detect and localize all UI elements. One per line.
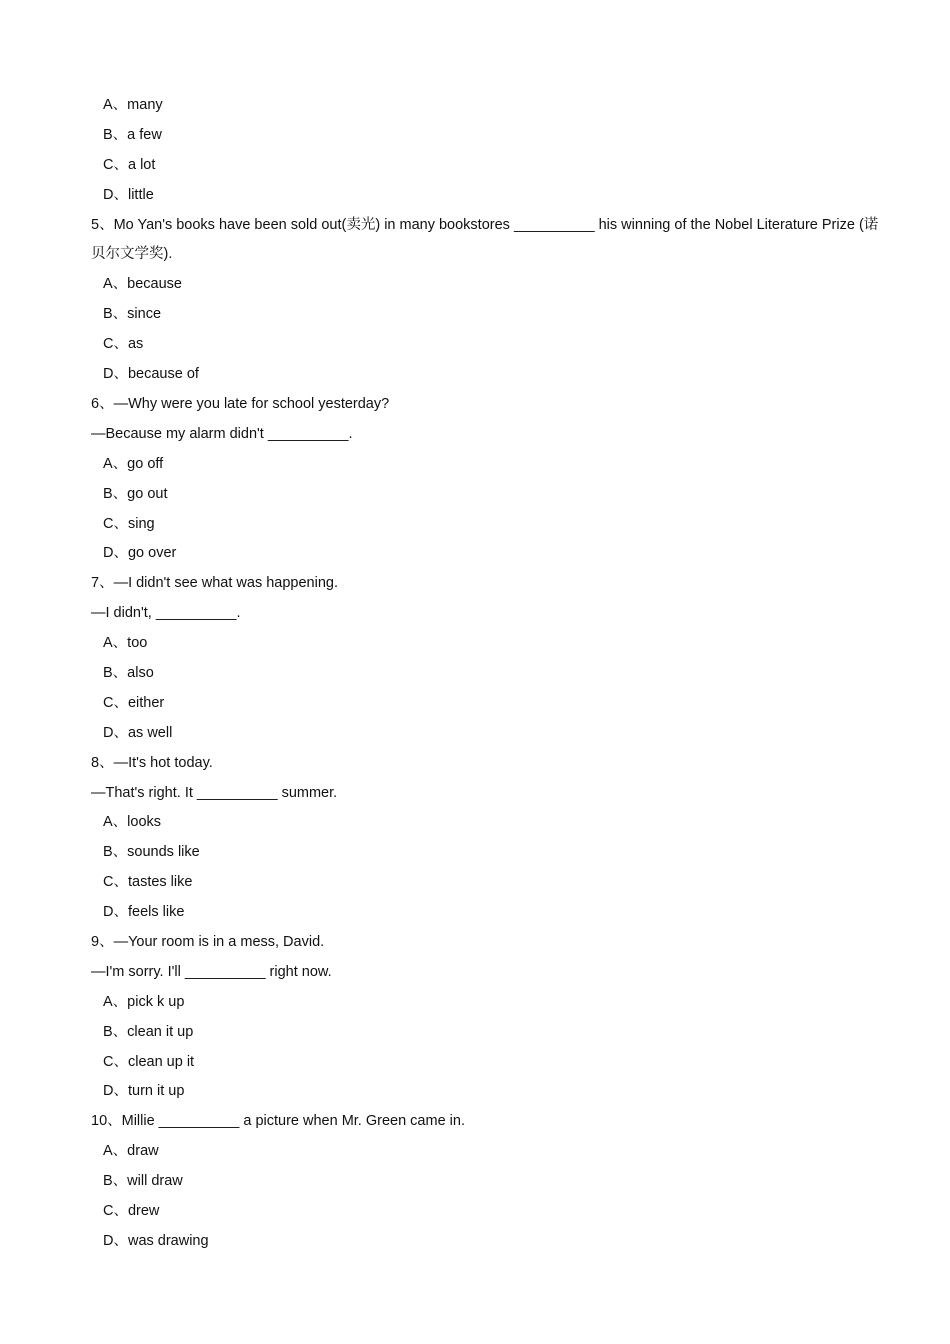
option-b: B、a few: [103, 126, 162, 143]
option-d: D、go over: [103, 545, 177, 562]
question-stem: 6、—Why were you late for school yesterday?: [91, 395, 390, 412]
option-b: B、also: [103, 664, 154, 681]
option-b: B、sounds like: [103, 844, 200, 861]
option-a: A、looks: [103, 814, 162, 831]
option-b: B、go out: [103, 485, 168, 502]
option-d: D、little: [103, 186, 154, 203]
option-b: B、will draw: [103, 1173, 183, 1190]
option-a: A、go off: [103, 455, 164, 472]
question-stem: 7、—I didn't see what was happening.: [91, 575, 339, 592]
option-d: D、feels like: [103, 904, 185, 921]
question-8: [91, 749, 881, 928]
question-10: [91, 1107, 881, 1256]
question-9: [91, 928, 881, 1107]
question-stem-reply: —I'm sorry. I'll __________ right now.: [91, 963, 332, 980]
question-stem-reply: —I didn't, __________.: [91, 605, 241, 622]
question-stem: 8、—It's hot today.: [91, 754, 213, 771]
question-list: [91, 91, 881, 1257]
option-b: B、since: [103, 306, 162, 323]
question-stem-reply: —Because my alarm didn't __________.: [91, 425, 353, 442]
question-stem: 10、Millie __________ a picture when Mr. Green came in.: [91, 1113, 465, 1130]
option-c: C、either: [103, 694, 165, 711]
option-c: C、as: [103, 336, 144, 353]
option-d: D、because of: [103, 366, 199, 383]
option-a: A、because: [103, 276, 182, 293]
option-a: A、too: [103, 635, 148, 652]
option-c: C、sing: [103, 515, 155, 532]
option-a: A、draw: [103, 1143, 159, 1160]
prev-question-options: [91, 91, 881, 211]
question-stem: 5、Mo Yan's books have been sold out(卖光) in many bookstores __________ his winning of the Nobel Literature Prize (诺贝尔文学奖).: [91, 216, 879, 263]
question-7: [91, 569, 881, 748]
question-stem-reply: —That's right. It __________ summer.: [91, 784, 338, 801]
option-d: D、was drawing: [103, 1232, 209, 1249]
question-stem: 9、—Your room is in a mess, David.: [91, 933, 325, 950]
option-a: A、pick k up: [103, 993, 185, 1010]
option-c: C、a lot: [103, 156, 156, 173]
option-c: C、drew: [103, 1202, 160, 1219]
option-c: C、tastes like: [103, 874, 193, 891]
option-c: C、clean up it: [103, 1053, 195, 1070]
option-a: A、many: [103, 97, 163, 113]
option-b: B、clean it up: [103, 1023, 194, 1040]
question-5: [91, 211, 881, 390]
option-d: D、as well: [103, 724, 173, 741]
question-6: [91, 390, 881, 569]
option-d: D、turn it up: [103, 1083, 185, 1100]
